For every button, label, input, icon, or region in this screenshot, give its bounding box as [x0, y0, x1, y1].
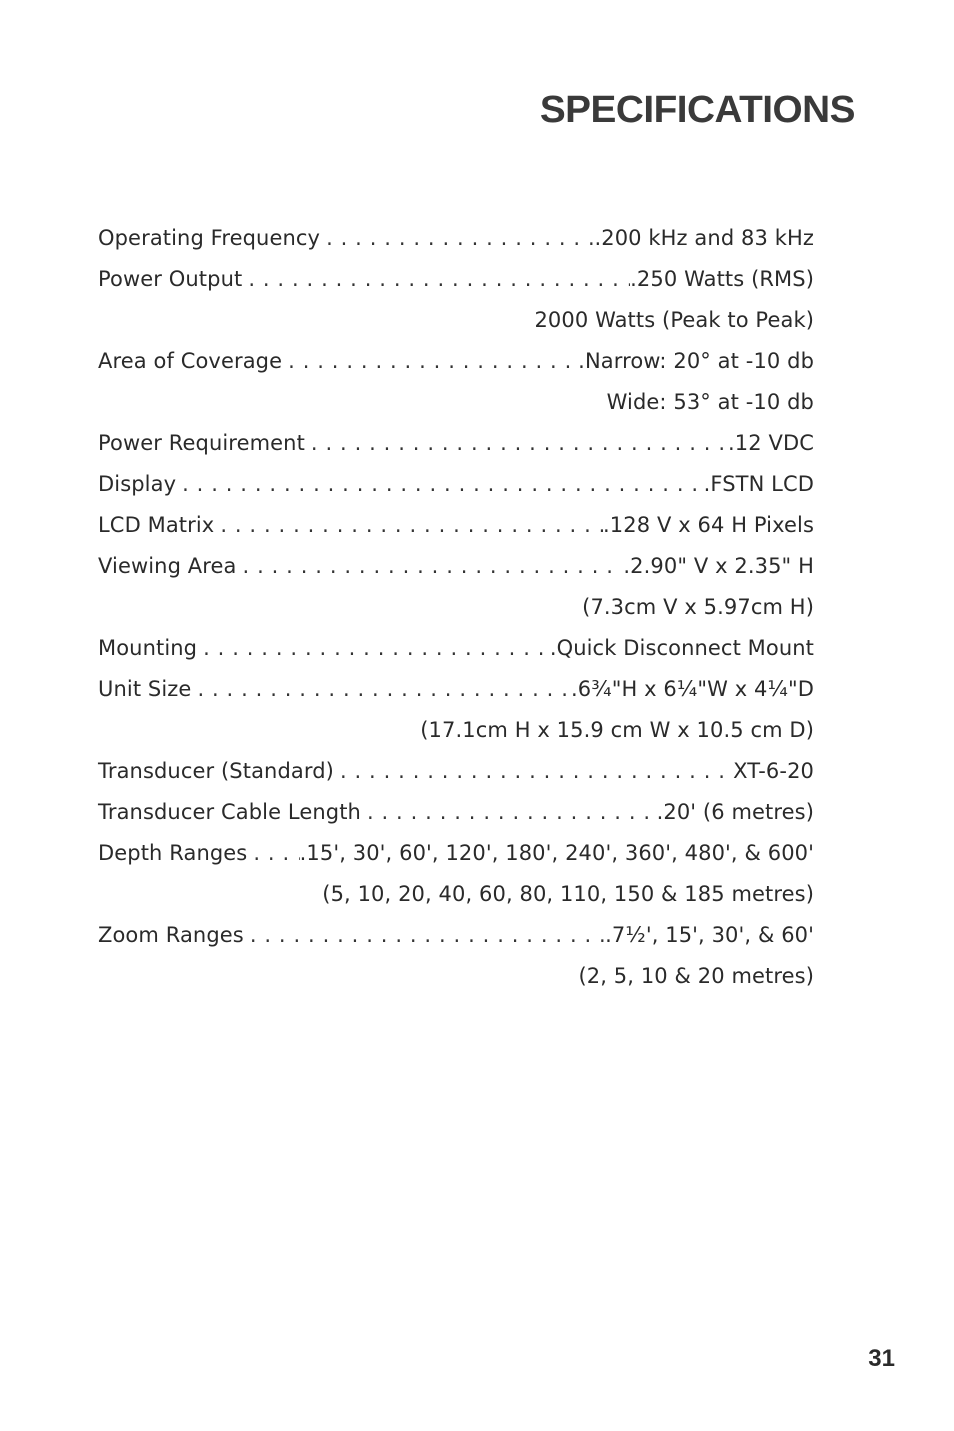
spec-row-depth-ranges — [98, 833, 814, 874]
spec-row-viewing-area — [98, 546, 814, 587]
dot-leader — [248, 259, 630, 300]
spec-value: XT-6-20 — [733, 759, 814, 783]
spec-row-power-requirement — [98, 423, 814, 464]
spec-value: .20' (6 metres) — [656, 800, 814, 824]
page-number: 31 — [868, 1345, 895, 1372]
spec-row-lcd-matrix — [98, 505, 814, 546]
spec-label: Transducer (Standard) — [98, 759, 334, 783]
dot-leader — [340, 751, 733, 792]
spec-value: .7½', 15', 30', & 60' — [605, 923, 814, 947]
spec-row-depth-ranges-metric — [98, 874, 814, 915]
spec-label: Display — [98, 472, 177, 496]
spec-value: .15', 30', 60', 120', 180', 240', 360', 480', & 600' — [299, 841, 814, 865]
spec-label: Viewing Area — [98, 554, 237, 578]
spec-value: .Narrow: 20° at -10 db — [578, 349, 814, 373]
spec-label: LCD Matrix — [98, 513, 215, 537]
spec-value: 2000 Watts (Peak to Peak) — [534, 308, 814, 332]
spec-row-viewing-area-metric — [98, 587, 814, 628]
spec-label: Power Output — [98, 267, 243, 291]
spec-value: .128 V x 64 H Pixels — [603, 513, 814, 537]
dot-leader — [182, 464, 704, 505]
spec-value: .FSTN LCD — [703, 472, 814, 496]
spec-value: (17.1cm H x 15.9 cm W x 10.5 cm D) — [420, 718, 814, 742]
specifications-list — [98, 218, 814, 997]
dot-leader — [367, 792, 657, 833]
dot-leader — [311, 423, 728, 464]
spec-value: .250 Watts (RMS) — [630, 267, 814, 291]
spec-row-operating-frequency — [98, 218, 814, 259]
dot-leader — [220, 505, 603, 546]
spec-label: Operating Frequency — [98, 226, 321, 250]
dot-leader — [250, 915, 605, 956]
spec-label: Mounting — [98, 636, 198, 660]
spec-row-unit-size-metric — [98, 710, 814, 751]
dot-leader — [203, 628, 550, 669]
spec-label: Area of Coverage — [98, 349, 283, 373]
spec-value: .Quick Disconnect Mount — [549, 636, 814, 660]
spec-label: Unit Size — [98, 677, 192, 701]
spec-value: .200 kHz and 83 kHz — [594, 226, 814, 250]
spec-row-power-output-peak — [98, 300, 814, 341]
spec-row-zoom-ranges — [98, 915, 814, 956]
spec-label: Power Requirement — [98, 431, 305, 455]
spec-value: (5, 10, 20, 40, 60, 80, 110, 150 & 185 metres) — [322, 882, 814, 906]
spec-label: Depth Ranges — [98, 841, 248, 865]
spec-row-area-of-coverage-wide — [98, 382, 814, 423]
spec-label: Zoom Ranges — [98, 923, 244, 947]
dot-leader — [288, 341, 578, 382]
spec-label: Transducer Cable Length — [98, 800, 361, 824]
spec-row-power-output — [98, 259, 814, 300]
spec-value: (7.3cm V x 5.97cm H) — [582, 595, 814, 619]
spec-row-transducer-cable-length — [98, 792, 814, 833]
spec-row-area-of-coverage — [98, 341, 814, 382]
spec-row-zoom-ranges-metric — [98, 956, 814, 997]
dot-leader — [243, 546, 624, 587]
dot-leader — [253, 833, 299, 874]
dot-leader — [326, 218, 594, 259]
spec-row-mounting — [98, 628, 814, 669]
page-title: SPECIFICATIONS — [539, 89, 855, 131]
spec-value: .6¾"H x 6¼"W x 4¼"D — [571, 677, 814, 701]
spec-row-transducer — [98, 751, 814, 792]
dot-leader — [197, 669, 571, 710]
spec-value: (2, 5, 10 & 20 metres) — [578, 964, 814, 988]
spec-row-unit-size — [98, 669, 814, 710]
spec-value: .12 VDC — [728, 431, 814, 455]
spec-value: Wide: 53° at -10 db — [606, 390, 814, 414]
spec-value: .2.90" V x 2.35" H — [623, 554, 814, 578]
spec-row-display — [98, 464, 814, 505]
